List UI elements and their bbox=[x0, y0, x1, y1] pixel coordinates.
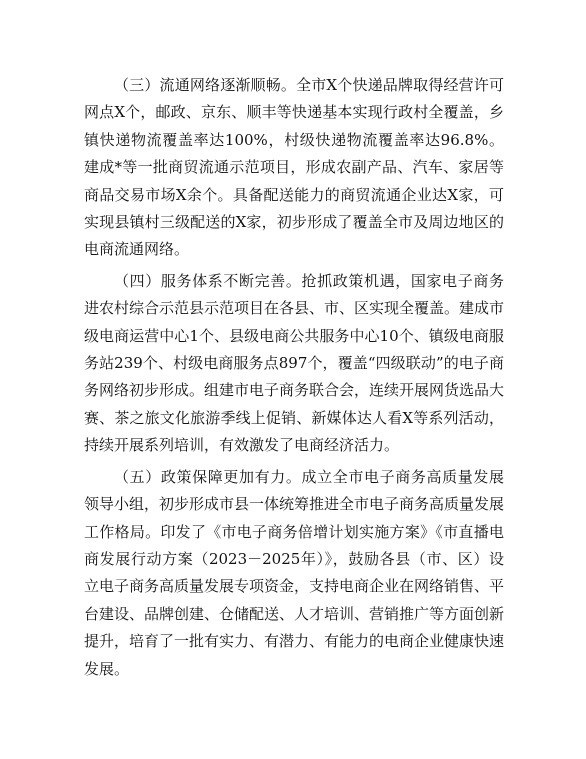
paragraph-circulation-network bbox=[84, 72, 504, 264]
paragraph-policy-support bbox=[84, 464, 504, 683]
paragraph-text: 抢抓政策机遇，国家电子商务进农村综合示范县示范项目在各县、市、区实现全覆盖。建成市级电商运营中心1个、县级电商公共服务中心10个、镇级电商服务站239个、村级电商服务点897个，覆盖“四级联动”的电子商务网络初步形成。组建市电子商务联合会，连续开展网货选品大赛、茶之旅文化旅游季线上促销、新媒体达人看X等系列活动，持续开展系列培训，有效激发了电商经济活力。 bbox=[84, 271, 505, 455]
paragraph-heading: （四）服务体系不断完善。 bbox=[114, 271, 302, 290]
paragraph-text: 全市X个快递品牌取得经营许可网点X个，邮政、京东、顺丰等快递基本实现行政村全覆盖，乡镇快递物流覆盖率达100%，村级快递物流覆盖率达96.8%。建成*等一批商贸流通示范项目，形成农副产品、汽车、家居等商品交易市场X余个。具备配送能力的商贸流通企业达X家，可实现县镇村三级配送的X家，初步形成了覆盖全市及周边地区的电商流通网络。 bbox=[84, 76, 504, 259]
paragraph-heading: （五）政策保障更加有力。 bbox=[114, 467, 302, 486]
paragraph-heading: （三）流通网络逐渐顺畅。 bbox=[114, 76, 297, 94]
paragraph-service-system bbox=[84, 268, 504, 460]
document-body bbox=[84, 72, 504, 687]
paragraph-text: 成立全市电子商务高质量发展领导小组，初步形成市县一体统筹推进全市电子商务高质量发展工作格局。印发了《市电子商务倍增计划实施方案》《市直播电商发展行动方案（2023－2025年）》，鼓励各县（市、区）设立电子商务高质量发展专项资金，支持电商企业在网络销售、平台建设、品牌创建、仓储配送、人才培训、营销推广等方面创新提升，培育了一批有实力、有潜力、有能力的电商企业健康快速发展。 bbox=[84, 467, 505, 678]
